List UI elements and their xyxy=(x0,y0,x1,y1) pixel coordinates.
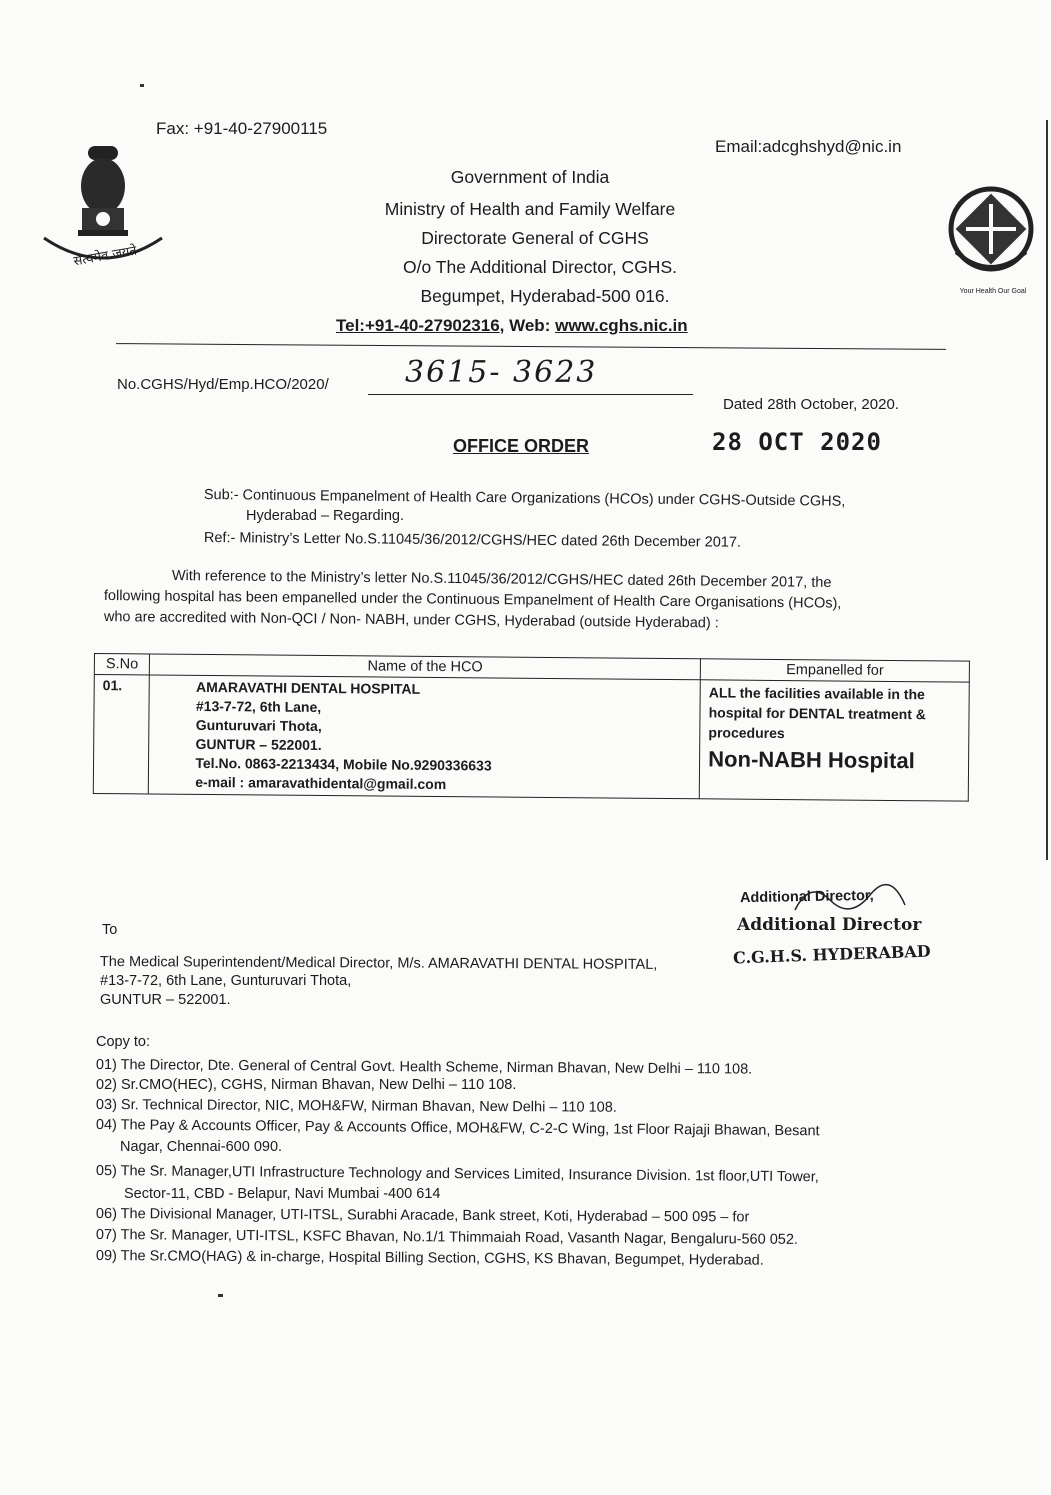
handwritten-dispatch-number: 3615- 3623 xyxy=(405,355,598,390)
hospital-category-tag: Non-NABH Hospital xyxy=(708,746,915,774)
scan-speck xyxy=(218,1294,223,1297)
to-line-2: #13-7-72, 6th Lane, Gunturuvari Thota, xyxy=(100,973,352,989)
paragraph-line-2: following hospital has been empanelled under the Continuous Empanelment of Health Care Organisations (HCOs), xyxy=(103,588,842,612)
date-stamp: 28 OCT 2020 xyxy=(712,428,882,456)
copy-item-09: 09) The Sr.CMO(HAG) & in-charge, Hospital Billing Section, CGHS, KS Bhavan, Begumpet, Hyderabad. xyxy=(95,1248,764,1269)
copy-item-03: 03) Sr. Technical Director, NIC, MOH&FW, Nirman Bhavan, New Delhi – 110 108. xyxy=(95,1097,617,1116)
paragraph-line-1: With reference to the Ministry’s letter No.S.11045/36/2012/CGHS/HEC dated 26th December 2017, the xyxy=(171,568,832,591)
hco-name: AMARAVATHI DENTAL HOSPITAL xyxy=(196,678,421,697)
paragraph-line-3: who are accredited with Non-QCI / Non- NABH, under CGHS, Hyderabad (outside Hyderabad) : xyxy=(103,609,719,632)
scan-speck xyxy=(140,84,144,87)
header-divider xyxy=(116,343,946,350)
to-line-3: GUNTUR – 522001. xyxy=(100,992,231,1008)
signature-stamp-title: Additional Director xyxy=(737,915,922,935)
fax-number: Fax: +91-40-27900115 xyxy=(156,119,328,138)
empanelled-line-1: ALL the facilities available in the xyxy=(708,684,925,703)
scan-edge-line xyxy=(1046,120,1048,860)
reference-line: Ref:- Ministry’s Letter No.S.11045/36/2012/CGHS/HEC dated 26th December 2017. xyxy=(203,530,742,551)
signature-scribble xyxy=(790,880,910,920)
copy-item-04: 04) The Pay & Accounts Officer, Pay & Accounts Office, MOH&FW, C-2-C Wing, 1st Floor Rajaji Bhawan, Besant xyxy=(95,1117,820,1140)
hco-email: e-mail : amaravathidental@gmail.com xyxy=(195,773,447,793)
subject-line-1: Sub:- Continuous Empanelment of Health Care Organizations (HCOs) under CGHS-Outside CGHS, xyxy=(203,487,846,510)
header-sno: S.No xyxy=(94,654,150,675)
copy-item-05: 05) The Sr. Manager,UTI Infrastructure Technology and Services Limited, Insurance Division. 1st floor,UTI Tower, xyxy=(95,1163,819,1186)
row-hco-details xyxy=(149,675,701,799)
signature-stamp-office: C.G.H.S. HYDERABAD xyxy=(732,941,931,968)
signature-designation: Additional Director, xyxy=(739,887,874,907)
handwritten-underline xyxy=(368,394,693,395)
emblem-motto: सत्यमेव जयते xyxy=(72,243,138,270)
copy-item-06: 06) The Divisional Manager, UTI-ITSL, Surabhi Aracade, Bank street, Koti, Hyderabad – 500 095 – for xyxy=(95,1206,750,1226)
row-empanelled-for xyxy=(699,680,969,801)
telephone: Tel:+91-40-27902316 xyxy=(336,316,500,335)
cghs-logo-icon xyxy=(944,182,1039,292)
copy-item-02: 02) Sr.CMO(HEC), CGHS, Nirman Bhavan, New Delhi – 110 108. xyxy=(96,1077,517,1093)
copy-item-04-cont: Nagar, Chennai-600 090. xyxy=(120,1139,283,1155)
empanelled-line-3: procedures xyxy=(708,724,785,742)
hco-phone: Tel.No. 0863-2213434, Mobile No.9290336633 xyxy=(195,754,492,774)
copy-item-01: 01) The Director, Dte. General of Central Govt. Health Scheme, Nirman Bhavan, New Delhi – 110 108. xyxy=(95,1057,753,1078)
hco-table xyxy=(93,653,970,802)
header-empanelled-for: Empanelled for xyxy=(700,659,969,682)
header-line-office: O/o The Additional Director, CGHS. xyxy=(403,257,677,277)
hco-address-1: #13-7-72, 6th Lane, xyxy=(195,697,322,715)
cghs-logo-tagline: Your Health Our Goal xyxy=(959,288,1027,295)
contact-line: Tel:+91-40-27902316, Web: www.cghs.nic.in xyxy=(336,316,688,335)
copy-to-label: Copy to: xyxy=(96,1034,150,1050)
table-row xyxy=(93,675,969,802)
office-order-title: OFFICE ORDER xyxy=(453,436,590,456)
copy-item-05-cont: Sector-11, CBD - Belapur, Navi Mumbai -400 614 xyxy=(124,1186,441,1202)
reference-number: No.CGHS/Hyd/Emp.HCO/2020/ xyxy=(117,376,329,393)
to-line-1: The Medical Superintendent/Medical Director, M/s. AMARAVATHI DENTAL HOSPITAL, xyxy=(99,954,658,973)
email-address: Email:adcghshyd@nic.in xyxy=(715,137,902,156)
subject-line-2: Hyderabad – Regarding. xyxy=(246,508,404,524)
header-line-directorate: Directorate General of CGHS xyxy=(421,228,649,248)
header-line-ministry: Ministry of Health and Family Welfare xyxy=(384,199,676,219)
row-sno: 01. xyxy=(93,675,149,794)
header-line-government: Government of India xyxy=(450,167,610,187)
to-label: To xyxy=(102,922,118,938)
hco-address-2: Gunturuvari Thota, xyxy=(195,716,322,734)
header-hco-name: Name of the HCO xyxy=(150,654,701,680)
empanelled-line-2: hospital for DENTAL treatment & xyxy=(708,704,926,723)
website-link[interactable]: www.cghs.nic.in xyxy=(555,316,688,335)
copy-item-07: 07) The Sr. Manager, UTI-ITSL, KSFC Bhavan, No.1/1 Thimmaiah Road, Vasanth Nagar, Bengaluru-560 052. xyxy=(95,1227,799,1248)
header-line-address: Begumpet, Hyderabad-500 016. xyxy=(420,286,670,306)
hco-city: GUNTUR – 522001. xyxy=(195,735,322,753)
order-date: Dated 28th October, 2020. xyxy=(723,396,899,413)
